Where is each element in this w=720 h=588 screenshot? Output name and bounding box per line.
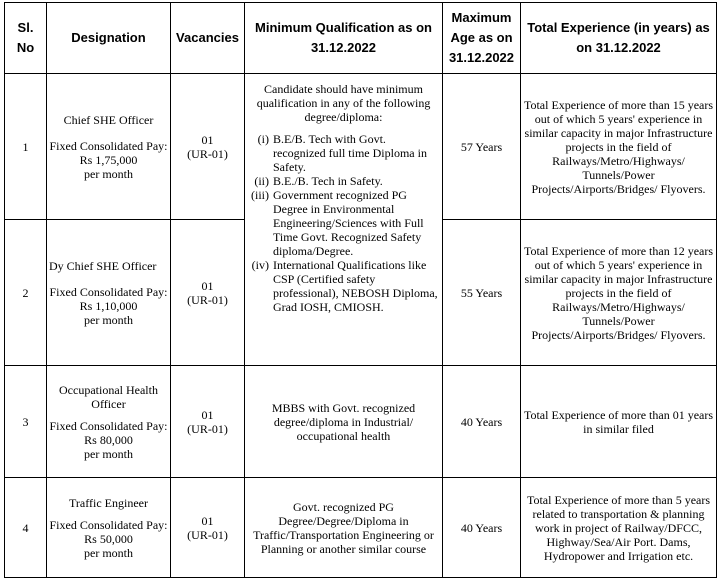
list-item — [247, 174, 440, 188]
experience-cell: Total Experience of more than 5 years related to transportation & planning work in project of Railway/DFCC, Highway/Sea/Air Port. Dams, Hydropower and Irrigation etc. — [521, 478, 717, 578]
max-age-cell: 55 Years — [443, 220, 521, 366]
designation-cell — [47, 74, 171, 220]
pay-period: per month — [84, 446, 133, 461]
experience-cell: Total Experience of more than 15 years out of which 5 years' experience in similar capacity in major Infrastructure projects in the field of Railways/Metro/Highways/ Tunnels/Power Projects/Airports/Bridges/ Flyovers. — [521, 74, 717, 220]
vacancy-count: 01 — [201, 513, 214, 528]
header-max-age: Maximum Age as on 31.12.2022 — [443, 3, 521, 74]
designation-title: Dy Chief SHE Officer — [49, 258, 157, 273]
header-sl-no: Sl. No — [5, 3, 47, 74]
experience-cell: Total Experience of more than 12 years out of which 5 years' experience in similar capacity in major Infrastructure projects in the field of Railways/Metro/Highways/ Tunnels/Power Projects/Airports/Bridges/ Flyovers. — [521, 220, 717, 366]
list-item — [247, 132, 440, 174]
qualification-list — [247, 132, 440, 314]
max-age-cell: 40 Years — [443, 366, 521, 478]
designation-title: Chief SHE Officer — [63, 112, 154, 127]
pay-period: per month — [84, 312, 133, 327]
designation-title: Occupational Health Officer — [59, 382, 158, 411]
pay-amount: Rs 50,000 — [84, 531, 133, 546]
vacancies-cell — [171, 366, 245, 478]
vacancies-cell — [171, 220, 245, 366]
sl-cell: 4 — [5, 478, 47, 578]
sl-cell: 1 — [5, 74, 47, 220]
table-row — [5, 366, 717, 478]
vacancy-count: 01 — [201, 132, 214, 147]
pay-period: per month — [84, 545, 133, 560]
vacancy-count: 01 — [201, 407, 214, 422]
header-designation: Designation — [47, 3, 171, 74]
list-marker: (i) — [257, 132, 269, 146]
qualification-cell: Govt. recognized PG Degree/Degree/Diploma in Traffic/Transportation Engineering or Planning or another similar course — [245, 478, 443, 578]
pay-label: Fixed Consolidated Pay: — [49, 418, 168, 433]
experience-cell: Total Experience of more than 01 years in similar filed — [521, 366, 717, 478]
qualification-cell: MBBS with Govt. recognized degree/diploma in Industrial/ occupational health — [245, 366, 443, 478]
list-marker: (iii) — [251, 188, 269, 202]
designation-cell — [47, 220, 171, 366]
designation-cell — [47, 366, 171, 478]
list-marker: (iv) — [251, 258, 269, 272]
header-vacancies: Vacancies — [171, 3, 245, 74]
pay-period: per month — [84, 166, 133, 181]
list-text: B.E/B. Tech with Govt. recognized full time Diploma in Safety. — [273, 132, 427, 174]
shared-qualification-cell — [245, 74, 443, 366]
vacancies-cell — [171, 478, 245, 578]
header-row — [5, 3, 717, 74]
vacancy-category: (UR-01) — [187, 527, 228, 542]
vacancy-category: (UR-01) — [187, 292, 228, 307]
pay-amount: Rs 1,10,000 — [79, 298, 138, 313]
table-row — [5, 74, 717, 220]
list-item — [247, 188, 440, 258]
vacancy-category: (UR-01) — [187, 421, 228, 436]
vacancy-category: (UR-01) — [187, 146, 228, 161]
header-qualification: Minimum Qualification as on 31.12.2022 — [245, 3, 443, 74]
pay-label: Fixed Consolidated Pay: — [49, 517, 168, 532]
pay-label: Fixed Consolidated Pay: — [49, 284, 168, 299]
list-item — [247, 258, 440, 314]
list-marker: (ii) — [254, 174, 269, 188]
list-text: International Qualifications like CSP (Certified safety professional), NEBOSH Diploma, Grad IOSH, CMIOSH. — [273, 258, 438, 314]
vacancy-count: 01 — [201, 278, 214, 293]
qualification-intro: Candidate should have minimum qualification in any of the following degree/diploma: — [256, 82, 431, 124]
max-age-cell: 40 Years — [443, 478, 521, 578]
sl-cell: 2 — [5, 220, 47, 366]
max-age-cell: 57 Years — [443, 74, 521, 220]
list-text: B.E./B. Tech in Safety. — [273, 174, 383, 188]
vacancies-cell — [171, 74, 245, 220]
pay-amount: Rs 80,000 — [84, 432, 133, 447]
designation-title: Traffic Engineer — [69, 495, 148, 510]
pay-label: Fixed Consolidated Pay: — [49, 138, 168, 153]
pay-amount: Rs 1,75,000 — [79, 152, 138, 167]
header-experience: Total Experience (in years) as on 31.12.2022 — [521, 3, 717, 74]
vacancy-table — [4, 2, 717, 578]
sl-cell: 3 — [5, 366, 47, 478]
designation-cell — [47, 478, 171, 578]
table-row — [5, 478, 717, 578]
list-text: Government recognized PG Degree in Environmental Engineering/Sciences with Full Time Govt. Recognized Safety diploma/Degree. — [273, 188, 424, 258]
